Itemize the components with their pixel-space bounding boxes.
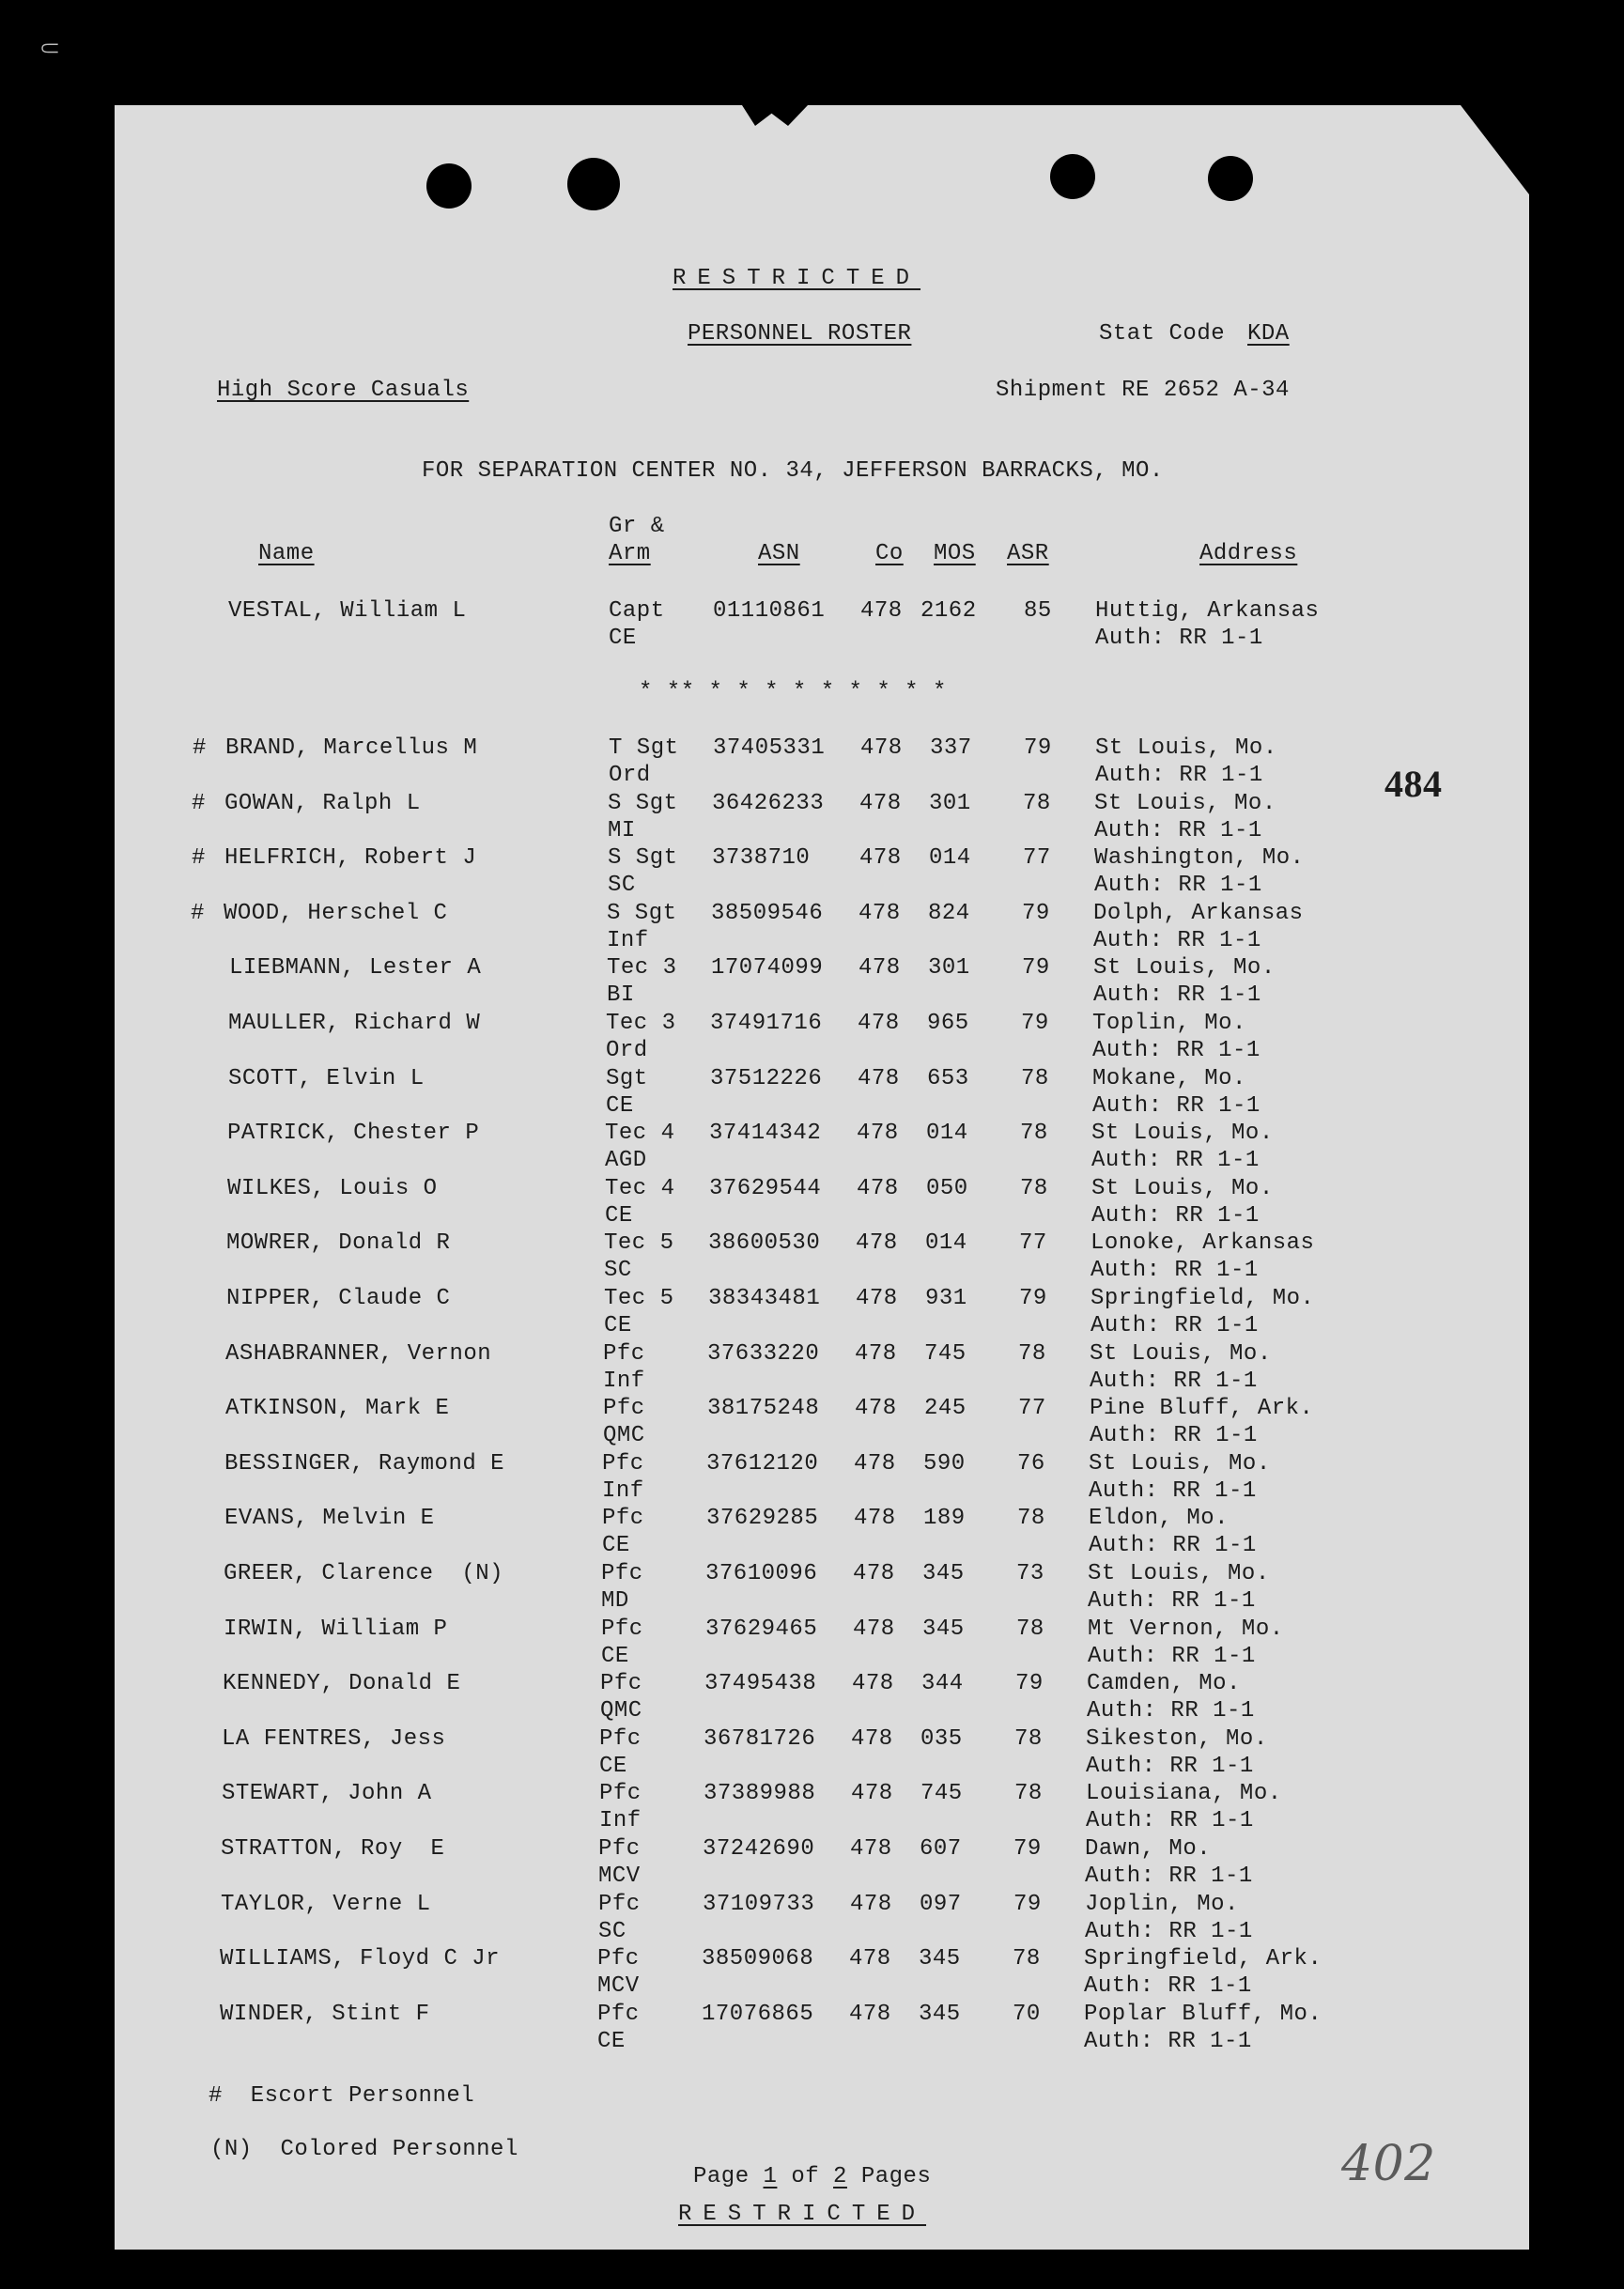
officer-grade: Capt <box>609 598 665 624</box>
cell-auth: Auth: RR 1-1 <box>1088 1644 1256 1669</box>
page-number-stamp: 484 <box>1384 763 1443 805</box>
cell-address: St Louis, Mo. <box>1094 791 1276 816</box>
cell-grade: Pfc <box>598 1892 641 1917</box>
cell-auth: Auth: RR 1-1 <box>1089 1533 1257 1558</box>
cell-mos: 345 <box>919 1946 961 1972</box>
cell-co: 478 <box>859 791 902 816</box>
officer-mos: 2162 <box>920 598 977 624</box>
cell-name: IRWIN, William P <box>224 1616 448 1642</box>
cell-asr: 78 <box>1013 1946 1041 1972</box>
table-row <box>0 844 1624 899</box>
column-header-asn: ASN <box>758 541 800 566</box>
cell-mos: 931 <box>925 1286 967 1311</box>
table-row <box>0 1835 1624 1890</box>
column-header-mos: MOS <box>934 541 976 566</box>
cell-co: 478 <box>858 1011 900 1036</box>
cell-co: 478 <box>856 1286 898 1311</box>
cell-arm: SC <box>598 1919 626 1944</box>
cell-grade: Tec 3 <box>606 1011 676 1036</box>
cell-mos: 014 <box>926 1121 968 1146</box>
cell-co: 478 <box>859 845 902 871</box>
cell-auth: Auth: RR 1-1 <box>1086 1754 1254 1779</box>
restricted-heading: RESTRICTED <box>673 266 921 291</box>
roster-title: PERSONNEL ROSTER <box>688 321 912 347</box>
cell-co: 478 <box>851 1781 893 1806</box>
cell-asr: 79 <box>1013 1836 1042 1862</box>
cell-name: EVANS, Melvin E <box>224 1506 435 1531</box>
cell-auth: Auth: RR 1-1 <box>1090 1313 1259 1338</box>
cell-asn: 37414342 <box>709 1121 822 1146</box>
cell-auth: Auth: RR 1-1 <box>1093 928 1261 953</box>
cell-name: ASHABRANNER, Vernon <box>225 1341 492 1367</box>
column-header-grade-line1: Gr & <box>609 514 665 539</box>
cell-asn: 38175248 <box>707 1396 820 1421</box>
cell-asr: 77 <box>1019 1230 1047 1256</box>
cell-address: Mokane, Mo. <box>1092 1066 1246 1091</box>
cell-address: Lonoke, Arkansas <box>1090 1230 1315 1256</box>
cell-co: 478 <box>852 1671 894 1696</box>
table-row <box>0 1670 1624 1724</box>
cell-name: GREER, Clarence (N) <box>224 1561 504 1586</box>
cell-asn: 37629285 <box>706 1506 819 1531</box>
cell-grade: Pfc <box>601 1561 643 1586</box>
destination-line: FOR SEPARATION CENTER NO. 34, JEFFERSON BARRACKS, MO. <box>422 458 1164 484</box>
cell-grade: Pfc <box>602 1506 644 1531</box>
cell-name: WOOD, Herschel C <box>224 901 448 926</box>
punch-hole <box>567 158 620 210</box>
table-row <box>0 1395 1624 1449</box>
cell-arm: Inf <box>602 1478 644 1504</box>
table-row <box>0 1505 1624 1559</box>
page-total: 2 <box>833 2164 847 2189</box>
cell-asr: 79 <box>1024 735 1052 761</box>
table-row <box>0 1891 1624 1945</box>
table-row <box>0 1065 1624 1120</box>
cell-mos: 345 <box>922 1616 965 1642</box>
cell-arm: QMC <box>600 1698 642 1724</box>
cell-grade: Tec 4 <box>605 1176 675 1201</box>
cell-arm: CE <box>605 1203 633 1229</box>
table-row <box>0 1175 1624 1230</box>
cell-asr: 76 <box>1017 1451 1045 1477</box>
cell-mos: 014 <box>925 1230 967 1256</box>
cell-arm: Inf <box>607 928 649 953</box>
cell-asr: 78 <box>1020 1121 1048 1146</box>
table-row <box>0 1450 1624 1505</box>
cell-arm: QMC <box>603 1423 645 1448</box>
table-row <box>0 1945 1624 2000</box>
table-row <box>0 735 1624 789</box>
table-row <box>0 1780 1624 1834</box>
cell-asn: 17074099 <box>711 955 824 981</box>
cell-address: Springfield, Mo. <box>1090 1286 1315 1311</box>
stat-code-value: KDA <box>1247 321 1290 347</box>
cell-arm: CE <box>602 1533 630 1558</box>
cell-address: Camden, Mo. <box>1087 1671 1241 1696</box>
cell-auth: Auth: RR 1-1 <box>1091 1148 1260 1173</box>
cell-asr: 78 <box>1023 791 1051 816</box>
cell-name: MAULLER, Richard W <box>228 1011 481 1036</box>
cell-name: WINDER, Stint F <box>220 2002 430 2027</box>
cell-asr: 78 <box>1014 1781 1043 1806</box>
column-header-co: Co <box>875 541 904 566</box>
table-row <box>0 1285 1624 1339</box>
cell-arm: CE <box>597 2029 626 2054</box>
cell-auth: Auth: RR 1-1 <box>1094 818 1262 843</box>
column-header-grade-line2: Arm <box>609 541 651 566</box>
cell-grade: Tec 4 <box>605 1121 675 1146</box>
cell-mos: 337 <box>930 735 972 761</box>
cell-name: LIEBMANN, Lester A <box>229 955 482 981</box>
table-row <box>0 954 1624 1009</box>
cell-arm: CE <box>604 1313 632 1338</box>
cell-asn: 37633220 <box>707 1341 820 1367</box>
cell-co: 478 <box>850 1892 892 1917</box>
cell-mos: 590 <box>923 1451 966 1477</box>
cell-co: 478 <box>855 1396 897 1421</box>
cell-asr: 79 <box>1022 955 1050 981</box>
cell-auth: Auth: RR 1-1 <box>1086 1808 1254 1833</box>
cell-address: Dawn, Mo. <box>1085 1836 1212 1862</box>
cell-grade: Pfc <box>601 1616 643 1642</box>
cell-address: Sikeston, Mo. <box>1086 1726 1268 1752</box>
cell-asr: 79 <box>1013 1892 1042 1917</box>
cell-address: Louisiana, Mo. <box>1086 1781 1282 1806</box>
cell-name: MOWRER, Donald R <box>226 1230 451 1256</box>
cell-grade: Pfc <box>597 2002 640 2027</box>
cell-mos: 345 <box>919 2002 961 2027</box>
cell-auth: Auth: RR 1-1 <box>1094 873 1262 898</box>
cell-grade: Pfc <box>598 1836 641 1862</box>
cell-asr: 73 <box>1016 1561 1044 1586</box>
cell-co: 478 <box>860 735 903 761</box>
cell-auth: Auth: RR 1-1 <box>1090 1423 1258 1448</box>
cell-asn: 37495438 <box>704 1671 817 1696</box>
cell-name: GOWAN, Ralph L <box>224 791 421 816</box>
cell-name: BESSINGER, Raymond E <box>224 1451 505 1477</box>
cell-arm: MCV <box>598 1864 641 1889</box>
officer-asn: 01110861 <box>713 598 826 624</box>
cell-arm: Inf <box>599 1808 642 1833</box>
cell-arm: MD <box>601 1588 629 1614</box>
page-current: 1 <box>763 2164 778 2189</box>
cell-arm: AGD <box>605 1148 647 1173</box>
cell-arm: CE <box>606 1093 634 1119</box>
cell-grade: Pfc <box>600 1671 642 1696</box>
cell-address: Springfield, Ark. <box>1084 1946 1322 1972</box>
cell-mos: 607 <box>920 1836 962 1862</box>
cell-grade: S Sgt <box>607 901 677 926</box>
cell-grade: Pfc <box>602 1451 644 1477</box>
cell-name: STRATTON, Roy E <box>221 1836 445 1862</box>
cell-address: Joplin, Mo. <box>1085 1892 1239 1917</box>
cell-grade: Tec 5 <box>604 1230 674 1256</box>
cell-address: St Louis, Mo. <box>1090 1341 1272 1367</box>
cell-arm: CE <box>599 1754 627 1779</box>
page-suffix: Pages <box>846 2164 932 2189</box>
cell-asn: 38509068 <box>702 1946 814 1972</box>
cell-auth: Auth: RR 1-1 <box>1084 2029 1252 2054</box>
cell-mos: 014 <box>929 845 971 871</box>
cell-asn: 37491716 <box>710 1011 823 1036</box>
cell-grade: Tec 5 <box>604 1286 674 1311</box>
cell-asr: 78 <box>1017 1506 1045 1531</box>
cell-address: St Louis, Mo. <box>1091 1176 1274 1201</box>
cell-asr: 78 <box>1020 1176 1048 1201</box>
legend-colored: (N) Colored Personnel <box>210 2137 518 2162</box>
cell-grade: Pfc <box>603 1396 645 1421</box>
cell-name: WILKES, Louis O <box>227 1176 438 1201</box>
cell-co: 478 <box>849 1946 891 1972</box>
officer-address: Huttig, Arkansas <box>1095 598 1320 624</box>
cell-co: 478 <box>857 1176 899 1201</box>
cell-co: 478 <box>858 955 901 981</box>
officer-asr: 85 <box>1024 598 1052 624</box>
column-header-address: Address <box>1199 541 1298 566</box>
cell-address: St Louis, Mo. <box>1089 1451 1271 1477</box>
cell-co: 478 <box>858 901 901 926</box>
cell-co: 478 <box>853 1561 895 1586</box>
cell-auth: Auth: RR 1-1 <box>1087 1698 1255 1724</box>
cell-grade: Tec 3 <box>607 955 677 981</box>
table-row <box>0 1616 1624 1670</box>
punch-hole <box>426 163 472 209</box>
cell-mos: 745 <box>920 1781 963 1806</box>
table-row <box>0 1230 1624 1284</box>
cell-grade: Pfc <box>603 1341 645 1367</box>
cell-arm: SC <box>608 873 636 898</box>
table-row <box>0 900 1624 954</box>
cell-auth: Auth: RR 1-1 <box>1095 763 1263 788</box>
cell-mos: 050 <box>926 1176 968 1201</box>
cell-arm: SC <box>604 1258 632 1283</box>
cell-asr: 70 <box>1013 2002 1041 2027</box>
cell-arm: MI <box>608 818 636 843</box>
torn-corner <box>1461 105 1529 194</box>
scan-mark: ⸦ <box>36 33 64 66</box>
cell-auth: Auth: RR 1-1 <box>1084 1973 1252 1999</box>
cell-asn: 17076865 <box>702 2002 814 2027</box>
cell-mos: 653 <box>927 1066 969 1091</box>
cell-address: Mt Vernon, Mo. <box>1088 1616 1284 1642</box>
cell-arm: BI <box>607 982 635 1008</box>
cell-arm: MCV <box>597 1973 640 1999</box>
cell-auth: Auth: RR 1-1 <box>1090 1369 1258 1394</box>
cell-auth: Auth: RR 1-1 <box>1092 1038 1261 1063</box>
cell-grade: T Sgt <box>609 735 679 761</box>
cell-name: LA FENTRES, Jess <box>222 1726 446 1752</box>
cell-address: St Louis, Mo. <box>1095 735 1277 761</box>
cell-auth: Auth: RR 1-1 <box>1089 1478 1257 1504</box>
cell-asn: 37610096 <box>705 1561 818 1586</box>
cell-asr: 77 <box>1018 1396 1046 1421</box>
table-row <box>0 1010 1624 1064</box>
cell-asn: 36426233 <box>712 791 825 816</box>
cell-co: 478 <box>849 2002 891 2027</box>
cell-auth: Auth: RR 1-1 <box>1091 1203 1260 1229</box>
cell-co: 478 <box>855 1341 897 1367</box>
cell-mark: # <box>192 791 206 816</box>
cell-name: ATKINSON, Mark E <box>225 1396 450 1421</box>
cell-mos: 245 <box>924 1396 967 1421</box>
cell-name: PATRICK, Chester P <box>227 1121 480 1146</box>
cell-arm: Ord <box>606 1038 648 1063</box>
table-row <box>0 790 1624 844</box>
cell-name: KENNEDY, Donald E <box>223 1671 461 1696</box>
table-row <box>0 1340 1624 1395</box>
cell-name: NIPPER, Claude C <box>226 1286 451 1311</box>
cell-name: WILLIAMS, Floyd C Jr <box>220 1946 501 1972</box>
cell-mos: 301 <box>929 791 971 816</box>
cell-asn: 38600530 <box>708 1230 821 1256</box>
cell-asr: 78 <box>1018 1341 1046 1367</box>
cell-asr: 79 <box>1015 1671 1044 1696</box>
cell-name: TAYLOR, Verne L <box>221 1892 431 1917</box>
cell-asn: 36781726 <box>704 1726 816 1752</box>
cell-arm: Inf <box>603 1369 645 1394</box>
page-indicator <box>693 2163 931 2190</box>
group-label: High Score Casuals <box>217 378 470 403</box>
cell-grade: Pfc <box>599 1726 642 1752</box>
cell-address: Eldon, Mo. <box>1089 1506 1230 1531</box>
cell-co: 478 <box>854 1451 896 1477</box>
cell-mos: 345 <box>922 1561 965 1586</box>
cell-asr: 79 <box>1019 1286 1047 1311</box>
cell-asr: 78 <box>1021 1066 1049 1091</box>
cell-asr: 78 <box>1016 1616 1044 1642</box>
cell-auth: Auth: RR 1-1 <box>1090 1258 1259 1283</box>
cell-address: St Louis, Mo. <box>1091 1121 1274 1146</box>
cell-address: Washington, Mo. <box>1094 845 1305 871</box>
table-row <box>0 1560 1624 1615</box>
column-header-asr: ASR <box>1007 541 1049 566</box>
legend-escort: # Escort Personnel <box>209 2083 475 2109</box>
cell-address: Poplar Bluff, Mo. <box>1084 2002 1322 2027</box>
punch-hole <box>1050 154 1095 199</box>
cell-address: St Louis, Mo. <box>1088 1561 1270 1586</box>
officer-auth: Auth: RR 1-1 <box>1095 626 1263 651</box>
cell-asn: 37405331 <box>713 735 826 761</box>
punch-hole <box>1208 156 1253 201</box>
separator-asterisks: * ** * * * * * * * * * <box>639 679 947 704</box>
cell-mark: # <box>191 901 205 926</box>
cell-auth: Auth: RR 1-1 <box>1093 982 1261 1008</box>
officer-co: 478 <box>860 598 903 624</box>
cell-mos: 097 <box>920 1892 962 1917</box>
cell-asn: 38343481 <box>708 1286 821 1311</box>
cell-co: 478 <box>854 1506 896 1531</box>
cell-address: Dolph, Arkansas <box>1093 901 1304 926</box>
cell-auth: Auth: RR 1-1 <box>1085 1864 1253 1889</box>
cell-co: 478 <box>853 1616 895 1642</box>
handwritten-number: 402 <box>1341 2136 1436 2192</box>
stat-code-label: Stat Code <box>1099 321 1226 347</box>
page-prefix: Page <box>693 2164 764 2189</box>
cell-mark: # <box>193 735 207 761</box>
table-row <box>0 1725 1624 1780</box>
table-row <box>0 1120 1624 1174</box>
cell-asn: 37389988 <box>704 1781 816 1806</box>
cell-asn: 37242690 <box>703 1836 815 1862</box>
cell-name: HELFRICH, Robert J <box>224 845 477 871</box>
page-mid: of <box>777 2164 834 2189</box>
officer-row <box>0 597 1624 652</box>
cell-asn: 37629465 <box>705 1616 818 1642</box>
shipment-number: Shipment RE 2652 A-34 <box>996 378 1290 403</box>
cell-mark: # <box>192 845 206 871</box>
cell-auth: Auth: RR 1-1 <box>1088 1588 1256 1614</box>
column-header-name: Name <box>258 541 315 566</box>
cell-asn: 37512226 <box>710 1066 823 1091</box>
cell-grade: Pfc <box>597 1946 640 1972</box>
cell-grade: S Sgt <box>608 845 678 871</box>
cell-asr: 79 <box>1021 1011 1049 1036</box>
cell-asr: 77 <box>1023 845 1051 871</box>
cell-mos: 344 <box>921 1671 964 1696</box>
cell-mos: 824 <box>928 901 970 926</box>
cell-asr: 78 <box>1014 1726 1043 1752</box>
cell-address: St Louis, Mo. <box>1093 955 1276 981</box>
cell-mos: 745 <box>924 1341 967 1367</box>
cell-co: 478 <box>850 1836 892 1862</box>
cell-name: BRAND, Marcellus M <box>225 735 478 761</box>
cell-auth: Auth: RR 1-1 <box>1092 1093 1261 1119</box>
cell-mos: 189 <box>923 1506 966 1531</box>
cell-asr: 79 <box>1022 901 1050 926</box>
cell-mos: 035 <box>920 1726 963 1752</box>
officer-arm: CE <box>609 626 637 651</box>
table-row <box>0 2001 1624 2055</box>
cell-co: 478 <box>856 1230 898 1256</box>
cell-asn: 37629544 <box>709 1176 822 1201</box>
cell-co: 478 <box>857 1121 899 1146</box>
cell-address: Toplin, Mo. <box>1092 1011 1246 1036</box>
cell-name: SCOTT, Elvin L <box>228 1066 425 1091</box>
cell-address: Pine Bluff, Ark. <box>1090 1396 1314 1421</box>
cell-arm: Ord <box>609 763 651 788</box>
cell-mos: 965 <box>927 1011 969 1036</box>
cell-asn: 38509546 <box>711 901 824 926</box>
cell-name: STEWART, John A <box>222 1781 432 1806</box>
officer-name: VESTAL, William L <box>228 598 467 624</box>
cell-grade: S Sgt <box>608 791 678 816</box>
cell-grade: Pfc <box>599 1781 642 1806</box>
cell-co: 478 <box>858 1066 900 1091</box>
cell-mos: 301 <box>928 955 970 981</box>
cell-asn: 37109733 <box>703 1892 815 1917</box>
cell-auth: Auth: RR 1-1 <box>1085 1919 1253 1944</box>
cell-arm: CE <box>601 1644 629 1669</box>
cell-asn: 3738710 <box>712 845 811 871</box>
cell-co: 478 <box>851 1726 893 1752</box>
cell-grade: Sgt <box>606 1066 648 1091</box>
cell-asn: 37612120 <box>706 1451 819 1477</box>
restricted-footer: RESTRICTED <box>678 2202 927 2227</box>
